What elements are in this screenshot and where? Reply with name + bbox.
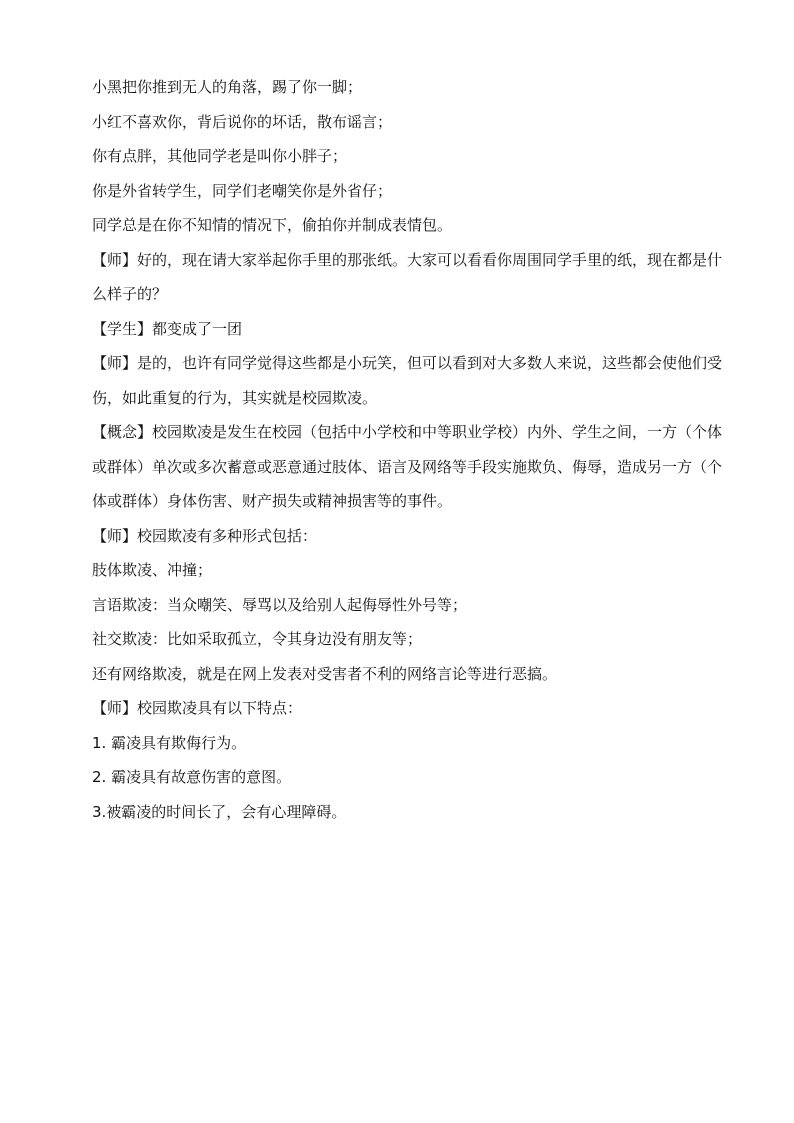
paragraph-feature-2: 2. 霸凌具有故意伤害的意图。 — [92, 768, 292, 786]
document-body — [92, 70, 732, 829]
paragraph-teacher-raise-paper: 【师】好的，现在请大家举起你手里的那张纸。大家可以看看你周围同学手里的纸，现在都是什么样子的？ — [92, 250, 723, 303]
paragraph-teacher-explain: 【师】是的，也许有同学觉得这些都是小玩笑，但可以看到对大多数人来说，这些都会使他们受伤，如此重复的行为，其实就是校园欺凌。 — [92, 354, 723, 407]
paragraph-form-verbal: 言语欺凌：当众嘲笑、辱骂以及给别人起侮辱性外号等； — [92, 595, 468, 614]
paragraph-student-answer: 【学生】都变成了一团 — [92, 319, 243, 338]
paragraph-form-cyber: 还有网络欺凌，就是在网上发表对受害者不利的网络言论等进行恶搞。 — [92, 664, 558, 683]
paragraph-teacher-features-intro: 【师】校园欺凌具有以下特点： — [92, 699, 303, 717]
paragraph-feature-3: 3.被霸凌的时间长了，会有心理障碍。 — [92, 802, 347, 821]
paragraph-scenario-3: 你有点胖，其他同学老是叫你小胖子； — [92, 147, 348, 165]
paragraph-scenario-4: 你是外省转学生，同学们老嘲笑你是外省仔； — [92, 181, 393, 200]
paragraph-form-social: 社交欺凌：比如采取孤立，令其身边没有朋友等； — [92, 630, 423, 648]
paragraph-scenario-1: 小黑把你推到无人的角落，踢了你一脚； — [92, 78, 363, 96]
paragraph-scenario-5: 同学总是在你不知情的情况下，偷拍你并制成表情包。 — [92, 216, 453, 234]
paragraph-concept-definition: 【概念】校园欺凌是发生在校园（包括中小学校和中等职业学校）内外、学生之间，一方（个体或群体）单次或多次蓄意或恶意通过肢体、语言及网络等手段实施欺负、侮辱，造成另一方（个体或群体）身体伤害、财产损失或精神损害等的事件。 — [92, 423, 723, 510]
paragraph-scenario-2: 小红不喜欢你，背后说你的坏话，散布谣言； — [92, 112, 393, 131]
paragraph-teacher-forms-intro: 【师】校园欺凌有多种形式包括： — [92, 526, 318, 545]
paragraph-feature-1: 1. 霸凌具有欺侮行为。 — [92, 733, 247, 752]
paragraph-form-physical: 肢体欺凌、冲撞； — [92, 561, 213, 579]
